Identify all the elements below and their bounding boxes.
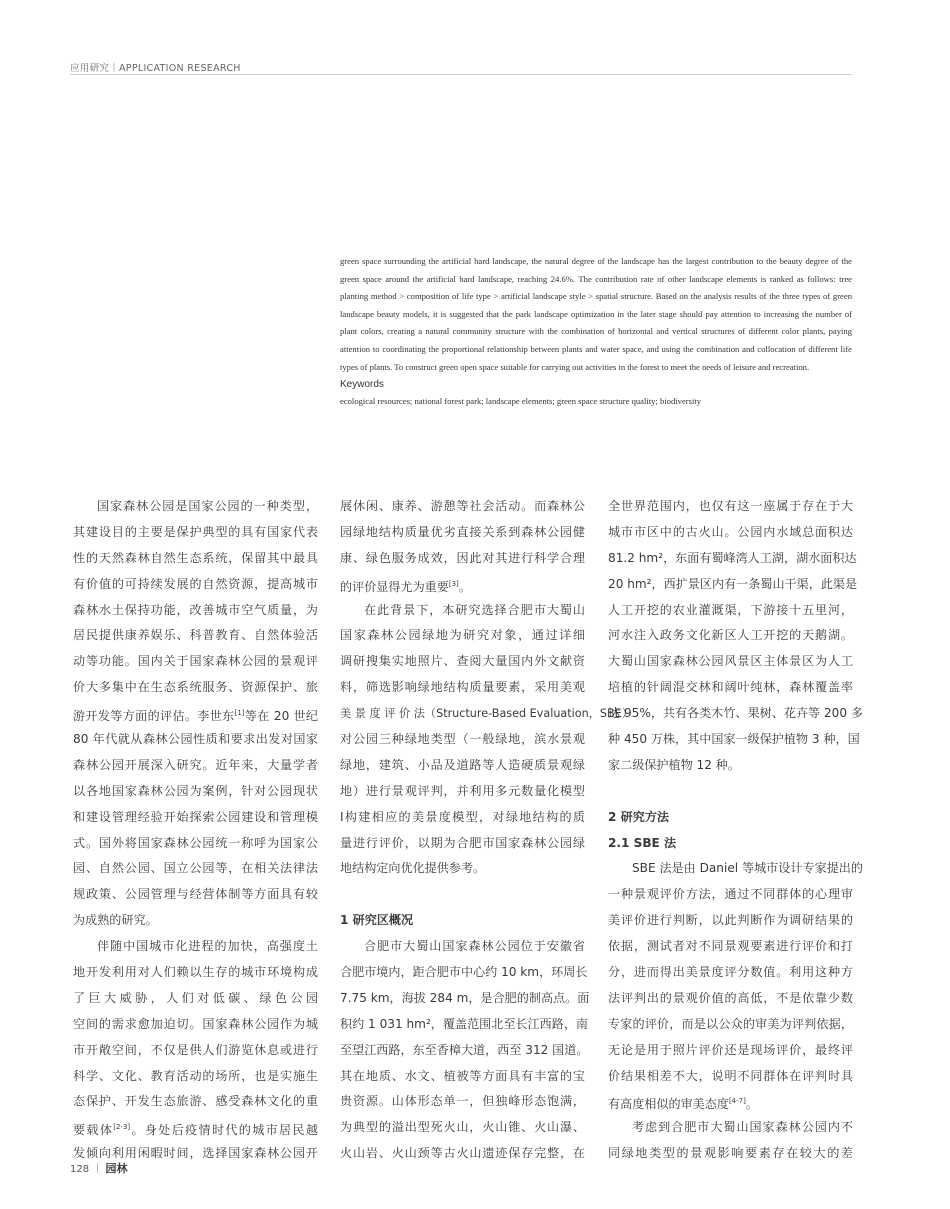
text-line: 其建设目的主要是保护典型的具有国家代表 [73, 524, 318, 539]
text-line: 量进行评价，以期为合肥市国家森林公园绿 [340, 835, 585, 850]
keywords-heading: Keywords [340, 379, 384, 391]
text-segment: 的评价显得尤为重要 [340, 579, 449, 594]
text-line: 一种景观评价方法，通过不同群体的心理审 [608, 887, 853, 902]
text-line: 以各地国家森林公园为案例，针对公园现状 [73, 783, 318, 798]
text-line: 在此背景下，本研究选择合肥市大蜀山 [364, 602, 585, 617]
body-column-2 [340, 494, 633, 1167]
text-line: 国家森林公园是国家公园的一种类型， [97, 499, 318, 513]
text-segment: 。 [745, 1097, 758, 1112]
text-line: 至望江西路，东至香樟大道，西至 312 国道。 [340, 1042, 589, 1057]
text-line: 人工开挖的农业灌溉渠，下游接十五里河， [608, 602, 853, 617]
text-line: 种 450 万株，其中国家一级保护植物 3 种，国 [608, 732, 860, 747]
text-line: 动等功能。国内关于国家森林公园的景观评 [73, 654, 318, 669]
text-line: 市开敞空间，不仅是供人们游览休息或进行 [73, 1042, 318, 1057]
text-line: 发倾向利用闲暇时间，选择国家森林公园开 [73, 1146, 318, 1161]
citation-ref: [3] [448, 579, 459, 588]
text-line: 园、自然公园、国立公园等，在相关法律法 [73, 861, 318, 876]
text-line: 地）进行景观评判，并利用多元数量化模型 [340, 783, 585, 798]
text-line: 地结构定向优化提供参考。 [340, 861, 486, 876]
text-line: 伴随中国城市化进程的加快，高强度土 [97, 939, 318, 954]
journal-logo: 园林 [105, 1162, 128, 1175]
section-gap [340, 882, 585, 908]
text-line: 园绿地结构质量优劣直接关系到森林公园健 [340, 524, 585, 539]
text-line: 科学、文化、教育活动的场所，也是实施生 [73, 1068, 318, 1083]
text-line: 居民提供康养娱乐、科普教育、自然体验活 [73, 628, 318, 643]
citation-ref: [2-3] [113, 1123, 131, 1132]
section-gap [608, 779, 853, 805]
section-heading: 1 研究区概况 [340, 913, 414, 928]
text-line: 合肥市境内，距合肥市中心约 10 km，环周长 [340, 965, 588, 980]
text-line: 价结果相差不大，说明不同群体在评判时具 [608, 1068, 853, 1083]
text-line: 河水注入政务文化新区人工开挖的天鹅湖。 [608, 628, 853, 643]
text-line: 国家森林公园绿地为研究对象，通过详细 [340, 628, 585, 643]
text-line: 展休闲、康养、游憩等社会活动。而森林公 [340, 499, 585, 513]
text-line: 为成熟的研究。 [73, 913, 158, 928]
text-line: 康、绿色服务成效，因此对其进行科学合理 [340, 550, 585, 565]
text-line: 料，筛选影响绿地结构质量要素，采用美观 [340, 680, 585, 695]
text-segment: 。 [458, 579, 471, 594]
text-line: 大蜀山国家森林公园风景区主体景区为人工 [608, 654, 853, 669]
text-segment: 等在 20 世纪 [244, 709, 318, 724]
body-column-3 [608, 494, 863, 1167]
text-line: 其在地质、水文、植被等方面具有丰富的宝 [340, 1068, 585, 1083]
text-line: 森林水土保持功能，改善城市空气质量，为 [73, 602, 318, 617]
section-heading: 2 研究方法 [608, 809, 670, 824]
text-line: 调研搜集实地照片、查阅大量国内外文献资 [340, 654, 585, 669]
text-line: 有价值的可持续发展的自然资源，提高城市 [73, 576, 318, 591]
text-line: 城市市区中的古火山。公园内水域总面积达 [608, 524, 853, 539]
text-line: Ⅰ构建相应的美景度模型，对绿地结构的质 [340, 809, 585, 824]
running-head: 应用研究｜APPLICATION RESEARCH [70, 63, 241, 74]
text-line [73, 701, 318, 727]
page-footer [70, 1160, 127, 1176]
text-line: 性的天然森林自然生态系统，保留其中最具 [73, 550, 318, 565]
text-line: 81.2 hm²，东面有蜀峰湾人工湖，湖水面积达 [608, 550, 857, 565]
text-line: 火山岩、火山颈等古火山遗迹保存完整，在 [340, 1146, 585, 1161]
keywords-text: ecological resources; national forest park; landscape elements; green space structure quality; biodiversity [340, 396, 702, 407]
text-line: SBE 法是由 Daniel 等城市设计专家提出的 [632, 861, 863, 876]
page-number: 128 [70, 1164, 90, 1175]
body-column-1 [73, 494, 318, 1167]
text-line: 合肥市大蜀山国家森林公园位于安徽省 [364, 939, 585, 954]
text-line: 贵资源。山体形态单一，但独峰形态饱满， [340, 1094, 585, 1109]
text-line: 法评判出的景观价值的高低，不是依靠少数 [608, 990, 853, 1005]
text-line: 无论是用于照片评价还是现场评价，最终评 [608, 1042, 853, 1057]
text-line: 全世界范围内，也仅有这一座属于存在于大 [608, 499, 853, 513]
text-segment: 游开发等方面的评估。李世东 [73, 709, 235, 724]
text-line: 森林公园开展深入研究。近年来，大量学者 [73, 757, 318, 772]
abstract-text: green space surrounding the artificial hard landscape, the natural degree of the landscape has the largest contribution to the beauty degree of the green space around the artificial hard landscape, reaching 24.6%. The contribution rate of other landscape elements is ranked as follows: tree planting method > composition of life type > artificial landscape style > spatial structure. Based on the analysis results of the three types of green landscape beauty models, it is suggested that the park landscape optimization in the later stage should pay attention to increasing the number of plant colors, creating a natural community structure with the combination of horizontal and vertical structures of different color plants, paying attention to coordinating the proportional relationship between plants and water space, and using the combination and collocation of different life types of plants. To construct green open space suitable for carrying out activities in the forest to meet the needs of leisure and recreation. [340, 256, 852, 372]
text-line: 培植的针阔混交林和阔叶纯林，森林覆盖率 [608, 680, 853, 695]
text-line: 美 景 度 评 价 法（Structure-Based Evaluation，SBE） [340, 707, 633, 721]
text-line [340, 572, 585, 598]
text-segment: 有高度相似的审美态度 [608, 1097, 729, 1112]
text-line: 20 hm²，西扩景区内有一条蜀山干渠，此渠是 [608, 576, 858, 591]
text-line: 80 年代就从森林公园性质和要求出发对国家 [73, 732, 318, 747]
text-segment: 。身处后疫情时代的城市居民越 [130, 1123, 318, 1138]
text-line: 达 95%，共有各类木竹、果树、花卉等 200 多 [608, 706, 863, 721]
text-line [608, 1089, 853, 1115]
text-segment: 要载体 [73, 1123, 114, 1138]
text-line: 价大多集中在生态系统服务、资源保护、旅 [73, 680, 318, 695]
text-line: 绿地，建筑、小品及道路等人造硬质景观绿 [340, 757, 585, 772]
text-line [73, 1115, 318, 1141]
text-line: 积约 1 031 hm²，覆盖范围北至长江西路，南 [340, 1016, 589, 1031]
text-line: 空间的需求愈加迫切。国家森林公园作为城 [73, 1016, 318, 1031]
text-line: 地开发利用对人们赖以生存的城市环境构成 [73, 965, 318, 980]
text-line: 式。国外将国家森林公园统一称呼为国家公 [73, 835, 318, 850]
english-abstract [340, 253, 852, 411]
citation-ref: [4-7] [728, 1097, 746, 1106]
text-line: 同绿地类型的景观影响要素存在较大的差 [608, 1146, 853, 1161]
text-line: 分，进而得出美景度评分数值。利用这种方 [608, 965, 853, 980]
text-line: 了巨大威胁，人们对低碳、绿色公园 [73, 990, 318, 1005]
citation-ref: [1] [234, 709, 245, 718]
text-line: 美评价进行判断，以此判断作为调研结果的 [608, 913, 853, 928]
text-line: 和建设管理经验开始探索公园建设和管理模 [73, 809, 318, 824]
text-line: 专家的评价，而是以公众的审美为评判依据， [608, 1016, 853, 1031]
header-divider [70, 74, 852, 75]
text-line: 为典型的溢出型死火山，火山锥、火山瀑、 [340, 1120, 585, 1135]
text-line: 7.75 km，海拔 284 m，是合肥的制高点。面 [340, 990, 590, 1005]
text-line: 态保护、开发生态旅游、感受森林文化的重 [73, 1094, 318, 1109]
text-line: 考虑到合肥市大蜀山国家森林公园内不 [632, 1120, 853, 1135]
text-line: 家二级保护植物 12 种。 [608, 757, 740, 772]
footer-separator: ｜ [92, 1164, 103, 1175]
subsection-heading: 2.1 SBE 法 [608, 835, 677, 850]
text-line: 规政策、公园管理与经营体制等方面具有较 [73, 887, 318, 902]
text-line: 依据，测试者对不同景观要素进行评价和打 [608, 939, 853, 954]
text-line: 对公园三种绿地类型（一般绿地，滨水景观 [340, 732, 585, 747]
